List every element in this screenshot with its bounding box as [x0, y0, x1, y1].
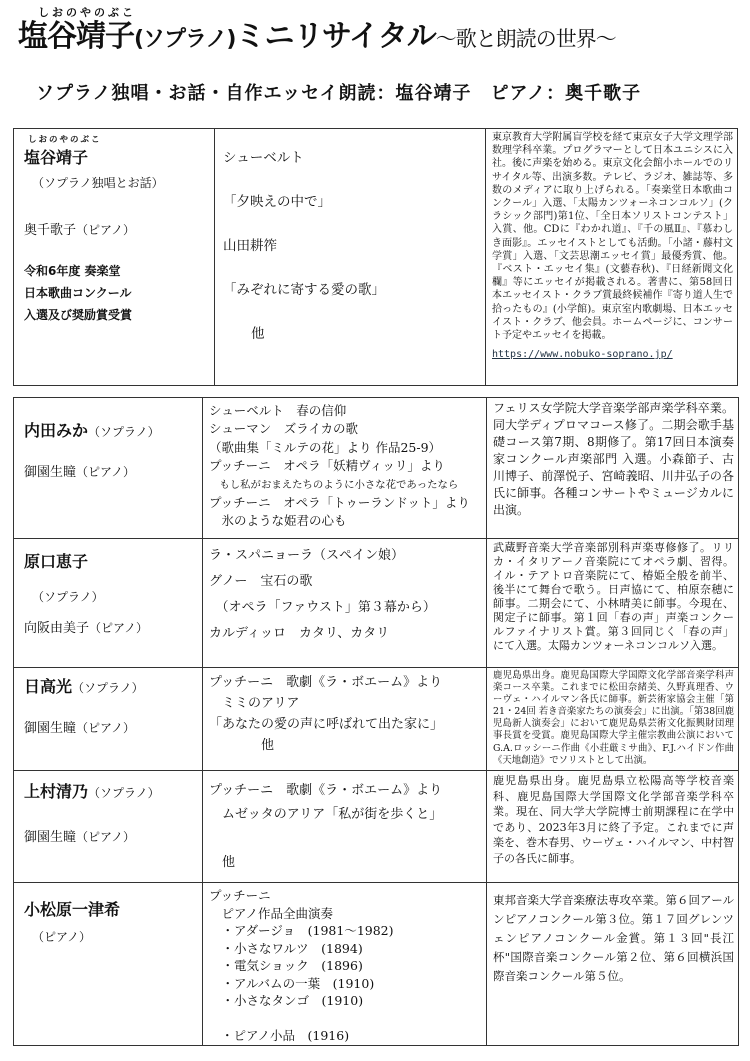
program	[203, 883, 486, 1045]
program-line: プッチーニ オペラ「トゥーランドット」より	[209, 495, 470, 511]
program-line: シューベルト	[223, 150, 304, 166]
main-name-ruby: しおのやのぶこ	[28, 135, 102, 145]
singer-role: （ソプラノ）	[88, 786, 160, 800]
main-pianist-role: （ピアノ）	[76, 223, 136, 237]
pianist-name: 御園生瞳	[24, 465, 77, 480]
program-line: （歌曲集「ミルテの花」より 作品25-9）	[209, 439, 442, 455]
award-line: 令和6年度 奏楽堂	[24, 264, 121, 278]
table-row	[14, 771, 739, 883]
singer-name: 内田みか	[24, 421, 89, 440]
program-line	[209, 827, 486, 851]
page-subtitle: ソプラノ独唱・お話・自作エッセイ朗読：塩谷靖子 ピアノ：奥千歌子	[36, 83, 642, 104]
performer-name	[24, 674, 202, 697]
accompanist	[24, 826, 202, 845]
program-line: 他	[209, 855, 236, 870]
main-award	[24, 260, 214, 326]
bio-cell	[487, 668, 739, 771]
main-bio: 東京教育大学附属盲学校を経て東京女子大学文理学部数理学科卒業。プログラマーとして日本ユニシスに入社。後に声楽を始める。東京文化会館小ホールでのリサイタル等、出演多数。テレビ、ラジオ、雑誌等、多数のメディアに取り上げられる。「奏楽堂日本歌曲コンクール」入選、「太陽カンツォーネコンコルソ」(クラシック部門)第1位、「全日本ソリストコンテスト」入賞、他。CDに『わかれ道』、『千の風Ⅱ』、『慕わしき面影』。エッセイストとしても活動。「小諸・藤村文学賞」入選、「文芸思潮エッセイ賞」最優秀賞、他。『ベスト・エッセイ集』(文藝春秋)、『日経新聞文化欄』等にエッセイが掲載される。著書に、第58回日本エッセイスト・クラブ賞最終候補作『寄り道人生で拾ったもの』(小学館)。東京室内歌劇場、日本エッセイスト・クラブ、他会員。ホームページに、コンサート予定やエッセイを掲載。	[492, 132, 733, 342]
bio: フェリス女学院大学音楽学部声楽学科卒業。同大学ディプロマコース修了。二期会歌手基礎コース第7期、8期修了。第17回日本演奏家コンクール声楽部門 入選。小森節子、古川博子、前澤悦子、宮崎義昭、川井弘子の各氏に師事。各種コンサートやミュージカルに出演。	[493, 401, 734, 517]
program-cell	[203, 539, 487, 668]
performer-name	[24, 418, 202, 441]
accompanist	[24, 717, 202, 736]
program-cell	[203, 771, 487, 883]
pianist-role: （ピアノ）	[89, 621, 149, 635]
performer-name-cell	[14, 883, 203, 1046]
title-recital: ミニリサイタル	[235, 19, 436, 54]
program-cell	[203, 398, 487, 539]
program-line: ・小さなワルツ (1894)	[209, 940, 363, 956]
pianist-role: （ピアノ）	[76, 721, 136, 735]
program-line: 他	[251, 326, 265, 342]
program-line: ・アルバムの一葉 (1910)	[209, 975, 375, 991]
bio: 武蔵野音楽大学音楽部別科声楽専修修了。リリカ・イタリアーノ音楽院にてオペラ劇、習得。イル・テアトロ音楽院にて、椿姫全般を前半、後半にて舞台で歌う。日声協にて、柏原奈穂に師事。二期会にて、小林晴美に師事。今現在、関定子に師事。第１回「春の声」声楽コンクールファイナリスト賞。第３回同じく「春の声」にて入選。太陽カンツォーネコンコルソ入選。	[493, 541, 734, 652]
pianist-name: 御園生瞳	[24, 721, 77, 736]
program-line: 「みぞれに寄する愛の歌」	[223, 282, 385, 298]
program-line: シューベルト 春の信仰	[209, 403, 347, 418]
program-line: ・小さなタンゴ (1910)	[209, 993, 364, 1008]
program-line: もし私がおまえたちのように小さな花であったなら	[209, 478, 459, 491]
table-row	[14, 539, 739, 668]
program	[203, 771, 486, 875]
performer-name: 原口恵子	[24, 552, 89, 571]
main-performer-role: （ソプラノ独唱とお話）	[32, 176, 164, 190]
program-line: 「あなたの愛の声に呼ばれて出た家に」	[209, 717, 444, 732]
performer-name	[24, 779, 202, 802]
program-line	[209, 1010, 486, 1028]
bio: 東邦音楽大学音楽療法専攻卒業。第６回アールンピアノコンクール第３位。第１７回グレンツェンピアノコンクール金賞。第１３回"長江杯"国際音楽コンクール第２位、第６回横浜国際音楽コンクール第５位。	[493, 893, 734, 983]
table-row	[14, 668, 739, 771]
program-line: 山田耕筰	[223, 238, 277, 254]
pianist-role: （ピアノ）	[76, 465, 136, 479]
program-line: シューマン ズライカの歌	[209, 421, 359, 437]
bio-cell	[487, 398, 739, 539]
main-name-cell	[14, 129, 215, 386]
program	[203, 668, 486, 756]
singer-role: （ソプラノ）	[88, 425, 160, 439]
table-row	[14, 398, 739, 539]
performers-table	[13, 397, 739, 1046]
main-program	[215, 129, 485, 345]
accompanist	[24, 461, 202, 480]
main-program-cell	[215, 129, 486, 386]
performer-name-cell	[14, 771, 203, 883]
title-name: 塩谷靖子	[18, 19, 134, 54]
performer-name-cell	[14, 668, 203, 771]
bio-cell	[487, 771, 739, 883]
pianist-role: （ピアノ）	[76, 830, 136, 844]
program-line: 「夕映えの中で」	[223, 194, 331, 210]
program-line: （オペラ「ファウスト」第３幕から）	[209, 600, 436, 615]
table-row	[14, 883, 739, 1046]
main-url-wrap	[486, 342, 737, 361]
page-title	[18, 20, 738, 57]
bio: 鹿児島県出身。鹿児島県立松陽高等学校音楽科、鹿児島国際大学国際文化学部音楽学科卒業。現在、同大学大学院博士前期課程に在学中であり、2023年3月に終了予定。これまでに声楽を、巻木春男、ウーヴェ・ハイルマン、中村智子の各氏に師事。	[493, 774, 734, 865]
program-line: 氷のような姫君の心も	[209, 513, 347, 529]
program-line: ・ピアノ小品 (1916)	[221, 1028, 350, 1043]
title-paren: (ソプラノ)	[134, 27, 236, 52]
bio-cell	[487, 883, 739, 1046]
program-line: プッチーニ オペラ「妖精ヴィッリ」より	[209, 458, 445, 474]
main-performer-name: 塩谷靖子	[24, 148, 89, 167]
program-line: ピアノ作品全曲演奏	[209, 905, 334, 921]
pianist-name: 向阪由美子	[24, 621, 90, 636]
singer-role: （ソプラノ）	[32, 590, 104, 604]
award-line: 入選及び奨励賞受賞	[24, 308, 133, 322]
program-line: ミミのアリア	[209, 696, 300, 711]
program	[203, 398, 486, 531]
award-line: 日本歌曲コンクール	[24, 286, 132, 300]
program-line: ・アダージョ (1981～1982)	[209, 923, 394, 938]
main-pianist-name: 奥千歌子	[24, 223, 77, 238]
program-line: ラ・スパニョーラ（スペイン娘）	[209, 548, 405, 563]
program	[203, 539, 486, 647]
program-line: カルディッロ カタリ、カタリ	[209, 626, 390, 641]
performer-name-cell	[14, 398, 203, 539]
program-cell	[203, 883, 487, 1046]
program-line: プッチーニ 歌劇《ラ・ボエーム》より	[209, 675, 443, 690]
program-line: プッチーニ 歌劇《ラ・ボエーム》より	[209, 783, 443, 798]
title-ruby: しおのやのぶこ	[38, 6, 136, 19]
table-row	[14, 129, 738, 386]
program-line: 他	[209, 738, 275, 753]
bio: 鹿児島県出身。鹿児島国際大学国際文化学部音楽学科声楽コース卒業。これまでに松田奈緒美、久野真理香、ウーヴェ・ハイルマン各氏に師事。新芸術家協会主催「第21・24回 若き音楽家たちの演奏会」に出演。「第38回鹿児島新人演奏会」において鹿児島県芸術文化振興財団理事長賞を受賞。鹿児島国際大学主催宗教曲公演において G.A.ロッシーニ作曲《小荘厳ミサ曲》、F.J.ハイドン作曲《天地創造》でソリストとして出演。	[493, 670, 734, 766]
program-line: グノー 宝石の歌	[209, 574, 313, 589]
bio-cell	[487, 539, 739, 668]
performer-name-cell	[14, 539, 203, 668]
singer-name: 日高光	[24, 677, 73, 696]
program-line: プッチーニ	[209, 888, 271, 903]
program-cell	[203, 668, 487, 771]
main-bio-cell	[486, 129, 738, 386]
main-pianist	[24, 219, 214, 238]
pianist-name: 御園生瞳	[24, 830, 77, 845]
singer-name: 上村清乃	[24, 782, 89, 801]
program-line: ・電気ショック (1896)	[209, 958, 363, 973]
accompanist	[24, 617, 202, 636]
program-line: ムゼッタのアリア「私が街を歩くと」	[209, 807, 443, 822]
header	[18, 4, 738, 105]
performer-name: 小松原一津希	[24, 900, 121, 919]
singer-role: （ソプラノ）	[72, 681, 144, 695]
main-performer-table	[13, 128, 738, 386]
homepage-link[interactable]: https://www.nobuko-soprano.jp/	[492, 349, 673, 361]
performer-role: （ピアノ）	[32, 930, 92, 944]
title-theme: ～歌と朗読の世界～	[435, 27, 616, 51]
